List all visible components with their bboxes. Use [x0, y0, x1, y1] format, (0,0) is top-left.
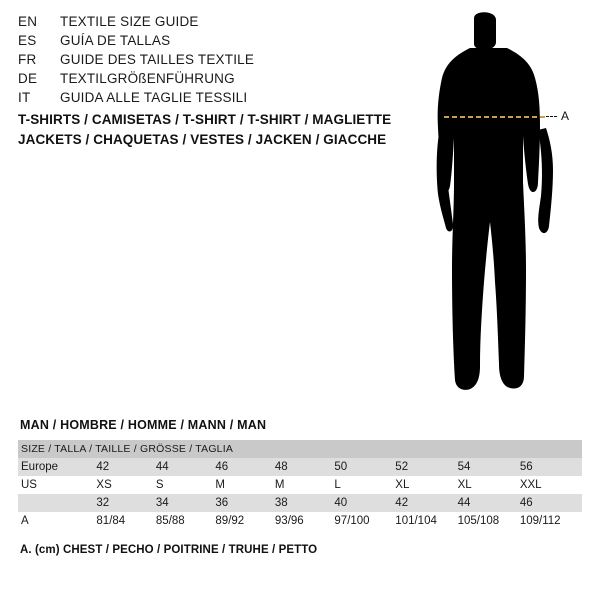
cell-numeric-3: 38: [275, 494, 335, 512]
garment-category-list: [18, 110, 438, 150]
cell-a-0: 81/84: [96, 512, 156, 530]
cell-us-6: XL: [458, 476, 520, 494]
cell-a-7: 109/112: [520, 512, 582, 530]
language-row-fr: [18, 52, 378, 71]
category-jackets: JACKETS / CHAQUETAS / VESTES / JACKEN / GIACCHE: [18, 132, 387, 147]
language-row-it: [18, 90, 378, 109]
language-text-it: GUIDA ALLE TAGLIE TESSILI: [60, 90, 248, 105]
table-row: [18, 494, 582, 512]
silhouette-svg: [400, 8, 600, 408]
cell-us-5: XL: [395, 476, 457, 494]
cell-a-2: 89/92: [215, 512, 275, 530]
cell-europe-5: 52: [395, 458, 457, 476]
table-footnote: A. (cm) CHEST / PECHO / POITRINE / TRUHE / PETTO: [20, 544, 318, 556]
table-header-row: [18, 440, 582, 458]
cell-numeric-2: 36: [215, 494, 275, 512]
table-title: MAN / HOMBRE / HOMME / MANN / MAN: [20, 418, 267, 432]
cell-us-0: XS: [96, 476, 156, 494]
cell-a-1: 85/88: [156, 512, 216, 530]
cell-numeric-4: 40: [334, 494, 395, 512]
chest-measure-line: [442, 112, 552, 122]
cell-europe-2: 46: [215, 458, 275, 476]
language-code-en: EN: [18, 14, 38, 29]
table-row: [18, 458, 582, 476]
row-label-numeric: [18, 494, 96, 512]
cell-numeric-6: 44: [458, 494, 520, 512]
cell-europe-4: 50: [334, 458, 395, 476]
language-row-de: [18, 71, 378, 90]
size-table-section: [18, 418, 582, 556]
cell-europe-0: 42: [96, 458, 156, 476]
table-header-label: SIZE / TALLA / TAILLE / GRÖSSE / TAGLIA: [18, 440, 582, 458]
cell-numeric-5: 42: [395, 494, 457, 512]
cell-us-7: XXL: [520, 476, 582, 494]
cell-us-2: M: [215, 476, 275, 494]
cell-europe-3: 48: [275, 458, 335, 476]
cell-europe-1: 44: [156, 458, 216, 476]
measure-leader-line: [546, 116, 557, 118]
language-text-en: TEXTILE SIZE GUIDE: [60, 14, 199, 29]
cell-europe-7: 56: [520, 458, 582, 476]
cell-a-3: 93/96: [275, 512, 335, 530]
table-row: [18, 476, 582, 494]
language-text-fr: GUIDE DES TAILLES TEXTILE: [60, 52, 255, 67]
language-row-en: [18, 14, 378, 33]
language-code-fr: FR: [18, 52, 37, 67]
language-list: [18, 14, 378, 109]
cell-us-3: M: [275, 476, 335, 494]
language-text-es: GUÍA DE TALLAS: [60, 33, 171, 48]
category-tshirts: T-SHIRTS / CAMISETAS / T-SHIRT / T-SHIRT / MAGLIETTE: [18, 112, 392, 127]
cell-a-6: 105/108: [458, 512, 520, 530]
cell-us-4: L: [334, 476, 395, 494]
male-silhouette-figure: [400, 8, 600, 408]
row-label-us: US: [18, 476, 96, 494]
table-row: [18, 512, 582, 530]
cell-numeric-7: 46: [520, 494, 582, 512]
cell-a-4: 97/100: [334, 512, 395, 530]
row-label-europe: Europe: [18, 458, 96, 476]
cell-numeric-1: 34: [156, 494, 216, 512]
cell-a-5: 101/104: [395, 512, 457, 530]
language-code-es: ES: [18, 33, 37, 48]
size-table: [18, 440, 582, 530]
cell-numeric-0: 32: [96, 494, 156, 512]
language-code-de: DE: [18, 71, 38, 86]
measure-label-a: A: [561, 109, 570, 123]
row-label-a: A: [18, 512, 96, 530]
language-row-es: [18, 33, 378, 52]
language-text-de: TEXTILGRÖßENFÜHRUNG: [60, 71, 235, 86]
cell-us-1: S: [156, 476, 216, 494]
language-code-it: IT: [18, 90, 31, 105]
cell-europe-6: 54: [458, 458, 520, 476]
